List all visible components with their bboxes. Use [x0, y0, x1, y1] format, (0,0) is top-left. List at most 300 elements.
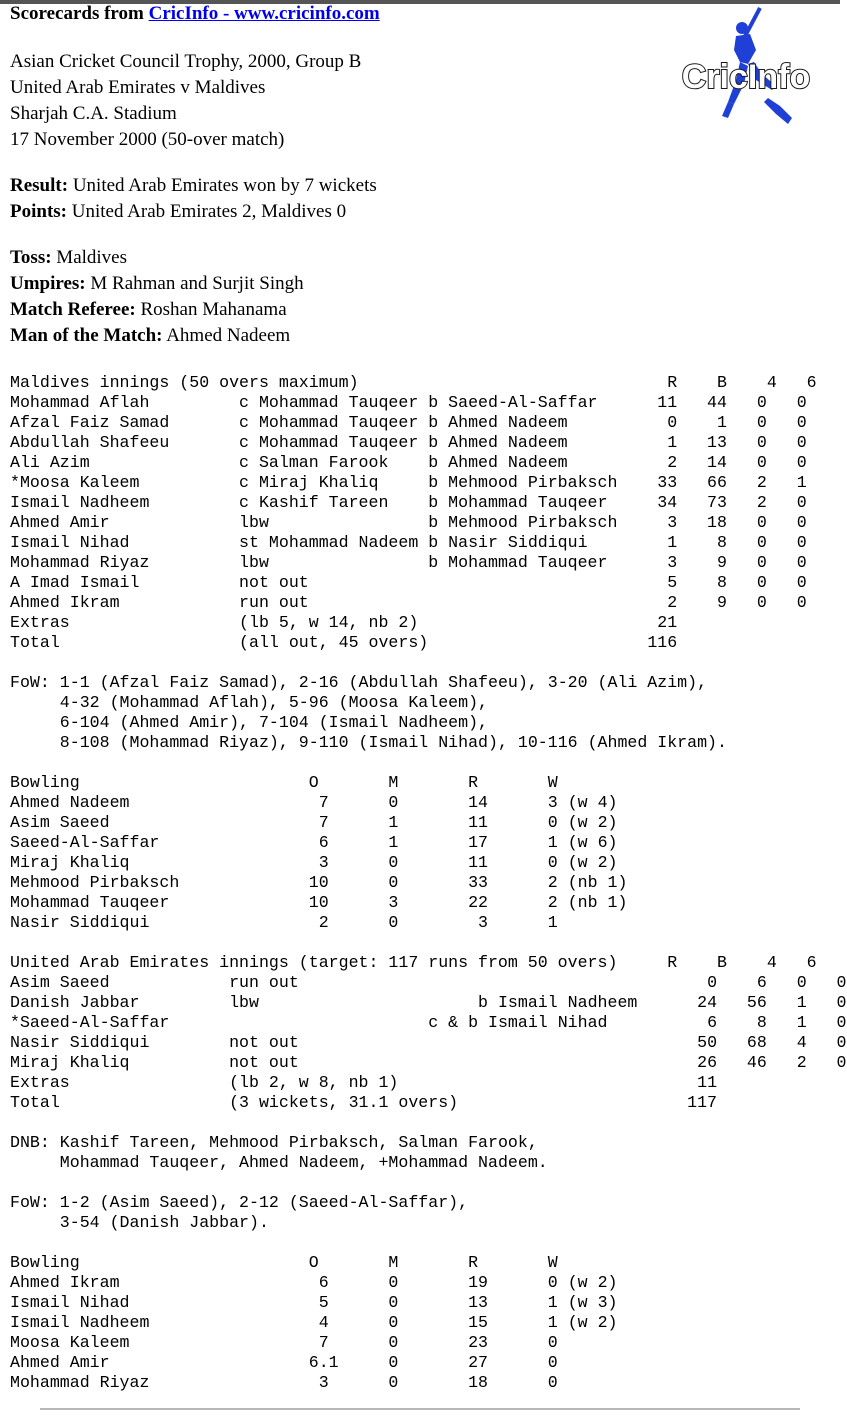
bowling-extras: (nb 1): [557, 873, 628, 892]
sixes: 0: [806, 1033, 847, 1052]
scorecard: [10, 373, 847, 1393]
total-runs: 116: [647, 633, 678, 652]
batting-row: [10, 513, 847, 533]
bowling-row: [10, 1353, 847, 1373]
runs-conceded: 14: [458, 793, 548, 812]
runs-conceded: 11: [458, 813, 548, 832]
bowler-name: Ahmed Ikram: [10, 1273, 309, 1292]
fow-label: FoW:: [10, 673, 60, 692]
sixes: 0: [766, 513, 807, 532]
batter-name: Ahmed Amir: [10, 513, 240, 532]
spacer: [10, 653, 20, 672]
batting-row: [10, 593, 847, 613]
bowling-row: [10, 793, 847, 813]
man-of-match-line: Man of the Match: Ahmed Nadeem: [10, 325, 291, 346]
balls: 46: [717, 1053, 767, 1072]
dismissal: not out: [229, 1053, 479, 1072]
runs-conceded: 3: [458, 913, 548, 932]
fours: 0: [726, 453, 767, 472]
bowling-row: [10, 913, 847, 933]
maidens: 0: [388, 1373, 459, 1392]
fow-label: [10, 733, 60, 752]
sixes: 0: [806, 1053, 847, 1072]
fow-text: 1-2 (Asim Saeed), 2-12 (Saeed-Al-Saffar),: [59, 1193, 469, 1212]
overs: 6: [308, 833, 389, 852]
fow-text: 6-104 (Ahmed Amir), 7-104 (Ismail Nadheem),: [59, 713, 488, 732]
fow-label: [10, 713, 60, 732]
batting-row: [10, 393, 847, 413]
total-row: [10, 633, 847, 653]
batter-name: *Saeed-Al-Saffar: [10, 1013, 230, 1032]
balls: 1: [677, 413, 727, 432]
header-6: 6: [776, 953, 817, 972]
runs: 2: [647, 593, 678, 612]
runs: 24: [697, 993, 718, 1012]
cricinfo-logo-icon[interactable]: [676, 6, 816, 134]
overs: 3: [308, 1373, 389, 1392]
bowling-header-row: [10, 773, 847, 793]
balls: 18: [677, 513, 727, 532]
maidens: 0: [388, 1333, 459, 1352]
fow-text: 3-54 (Danish Jabbar).: [59, 1213, 269, 1232]
fours: 0: [726, 533, 767, 552]
fow-line: [10, 1193, 847, 1213]
extras-row: [10, 1073, 847, 1093]
bowling-extras: (w 4): [557, 793, 618, 812]
runs-conceded: 18: [458, 1373, 548, 1392]
balls: 66: [677, 473, 727, 492]
header-4: 4: [727, 953, 777, 972]
balls: 56: [717, 993, 767, 1012]
bowling-r: R: [468, 773, 548, 792]
dismissal: c Mohammad Tauqeer: [239, 413, 429, 432]
dismissal: not out: [229, 1033, 479, 1052]
sixes: 0: [766, 413, 807, 432]
fours: 0: [766, 973, 807, 992]
dismissal: c Miraj Khaliq: [239, 473, 429, 492]
total-detail: (3 wickets, 31.1 overs): [229, 1093, 688, 1112]
dismissal: [229, 1013, 428, 1032]
bowling-label: Bowling: [10, 773, 309, 792]
extras-runs: 11: [697, 1073, 718, 1092]
bowling-row: [10, 853, 847, 873]
sixes: 0: [766, 433, 807, 452]
total-detail: (all out, 45 overs): [239, 633, 648, 652]
fow-line: [10, 713, 847, 733]
batting-row: [10, 973, 847, 993]
header-r: R: [667, 373, 678, 392]
maidens: 0: [388, 1313, 459, 1332]
dismissal: run out: [239, 593, 429, 612]
runs: 2: [647, 453, 678, 472]
wickets: 2: [547, 893, 558, 912]
bowler: [478, 973, 697, 992]
bowler: b Mehmood Pirbaksch: [428, 513, 648, 532]
batter-name: Ali Azim: [10, 453, 240, 472]
bowling-row: [10, 893, 847, 913]
header-r: R: [667, 953, 678, 972]
batting-row: [10, 453, 847, 473]
bowling-extras: (w 2): [557, 1313, 618, 1332]
bowler-name: Miraj Khaliq: [10, 853, 309, 872]
runs-conceded: 22: [458, 893, 548, 912]
runs-conceded: 27: [458, 1353, 548, 1372]
fours: 1: [766, 993, 807, 1012]
runs: 6: [697, 1013, 718, 1032]
fow-text: 8-108 (Mohammad Riyaz), 9-110 (Ismail Nihad), 10-116 (Ahmed Ikram).: [59, 733, 727, 752]
batter-name: Afzal Faiz Samad: [10, 413, 240, 432]
dismissal: c Kashif Tareen: [239, 493, 429, 512]
batting-row: [10, 1053, 847, 1073]
page-header: [10, 2, 380, 26]
runs: 3: [647, 553, 678, 572]
sixes: 1: [766, 473, 807, 492]
header-6: 6: [776, 373, 817, 392]
toss-line: Toss: Maldives: [10, 247, 128, 268]
bowling-extras: (w 2): [557, 813, 618, 832]
maidens: 0: [388, 1353, 459, 1372]
overs: 3: [308, 853, 389, 872]
sixes: 0: [806, 973, 847, 992]
batting-row: [10, 493, 847, 513]
runs: 34: [647, 493, 678, 512]
bowler: b Mehmood Pirbaksch: [428, 473, 648, 492]
innings-title: United Arab Emirates innings (target: 117 runs from 50 overs): [10, 953, 668, 972]
sixes: 0: [806, 1013, 847, 1032]
batter-name: Asim Saeed: [10, 973, 230, 992]
bowling-header-row: [10, 1253, 847, 1273]
dismissal: not out: [239, 573, 429, 592]
total-label: Total: [10, 633, 240, 652]
maidens: 0: [388, 1273, 459, 1292]
fours: 0: [726, 553, 767, 572]
balls: 14: [677, 453, 727, 472]
batter-name: Ismail Nadheem: [10, 493, 240, 512]
wickets: 1: [547, 1293, 558, 1312]
sixes: 0: [766, 553, 807, 572]
bowling-m: M: [388, 1253, 469, 1272]
runs-conceded: 13: [458, 1293, 548, 1312]
dismissal: lbw: [229, 993, 479, 1012]
sixes: 0: [766, 493, 807, 512]
wickets: 0: [547, 1353, 558, 1372]
batting-row: [10, 553, 847, 573]
bowling-row: [10, 873, 847, 893]
balls: 13: [677, 433, 727, 452]
batting-row: [10, 413, 847, 433]
blank-line: [10, 1173, 847, 1193]
runs: 5: [647, 573, 678, 592]
dnb-label: DNB:: [10, 1133, 60, 1152]
dismissal: run out: [229, 973, 479, 992]
logo-text: CricInfo: [681, 58, 811, 96]
dismissal: c Mohammad Tauqeer: [239, 393, 429, 412]
bottom-divider: [40, 1408, 800, 1410]
fours: 2: [726, 493, 767, 512]
runs: 1: [647, 533, 678, 552]
header-b: B: [677, 373, 727, 392]
blank-line: [10, 653, 847, 673]
umpires-line: Umpires: M Rahman and Surjit Singh: [10, 273, 304, 294]
wickets: 0: [547, 853, 558, 872]
maidens: 3: [388, 893, 459, 912]
dismissal: lbw: [239, 553, 429, 572]
bowling-o: O: [308, 1253, 389, 1272]
runs: 33: [647, 473, 678, 492]
bowling-extras: (w 3): [557, 1293, 618, 1312]
spacer: [10, 753, 20, 772]
batting-row: [10, 433, 847, 453]
batting-row: [10, 993, 847, 1013]
runs-conceded: 19: [458, 1273, 548, 1292]
bowler: b Mohammad Tauqeer: [428, 553, 648, 572]
runs: 3: [647, 513, 678, 532]
extras-label: Extras: [10, 613, 240, 632]
batter-name: Danish Jabbar: [10, 993, 230, 1012]
bowler-name: Saeed-Al-Saffar: [10, 833, 309, 852]
fours: 1: [766, 1013, 807, 1032]
batter-name: *Moosa Kaleem: [10, 473, 240, 492]
referee-line: Match Referee: Roshan Mahanama: [10, 299, 287, 320]
batting-row: [10, 1013, 847, 1033]
overs: 10: [308, 893, 389, 912]
fours: 0: [726, 393, 767, 412]
overs: 6: [308, 1273, 389, 1292]
wickets: 1: [547, 913, 558, 932]
batter-name: Abdullah Shafeeu: [10, 433, 240, 452]
maidens: 1: [388, 833, 459, 852]
spacer: [10, 933, 20, 952]
spacer: [10, 1113, 20, 1132]
blank-line: [10, 1233, 847, 1253]
bowler-name: Asim Saeed: [10, 813, 309, 832]
fow-line: [10, 1213, 847, 1233]
header-b: B: [677, 953, 727, 972]
overs: 2: [308, 913, 389, 932]
runs: 50: [697, 1033, 718, 1052]
bowler-name: Ismail Nadheem: [10, 1313, 309, 1332]
wickets: 0: [547, 1333, 558, 1352]
bowler: b Ahmed Nadeem: [428, 433, 648, 452]
sixes: 0: [766, 453, 807, 472]
runs-conceded: 23: [458, 1333, 548, 1352]
runs: 11: [647, 393, 678, 412]
blank-line: [10, 933, 847, 953]
runs: 0: [647, 413, 678, 432]
maidens: 1: [388, 813, 459, 832]
fow-label: [10, 693, 60, 712]
bowling-row: [10, 813, 847, 833]
fours: 2: [726, 473, 767, 492]
wickets: 0: [547, 1273, 558, 1292]
sixes: 0: [766, 533, 807, 552]
wickets: 0: [547, 813, 558, 832]
overs: 5: [308, 1293, 389, 1312]
bowling-extras: (w 6): [557, 833, 618, 852]
sixes: 0: [806, 993, 847, 1012]
runs: 26: [697, 1053, 718, 1072]
dismissal: c Salman Farook: [239, 453, 429, 472]
balls: 44: [677, 393, 727, 412]
dismissal: lbw: [239, 513, 429, 532]
bowler: b Nasir Siddiqui: [428, 533, 648, 552]
bowler: b Ismail Nadheem: [478, 993, 698, 1012]
bowler-name: Ahmed Amir: [10, 1353, 309, 1372]
fow-text: 4-32 (Mohammad Aflah), 5-96 (Moosa Kaleem),: [59, 693, 488, 712]
bowling-w: W: [547, 773, 558, 792]
wickets: 0: [547, 1373, 558, 1392]
bowler: b Ahmed Nadeem: [428, 413, 648, 432]
bowling-row: [10, 1273, 847, 1293]
batting-row: [10, 533, 847, 553]
total-label: Total: [10, 1093, 230, 1112]
sixes: 0: [766, 593, 807, 612]
cricinfo-link[interactable]: CricInfo - www.cricinfo.com: [148, 3, 380, 24]
overs: 7: [308, 793, 389, 812]
sixes: 0: [766, 393, 807, 412]
venue-line: Sharjah C.A. Stadium: [10, 103, 177, 124]
bowler: [478, 1053, 697, 1072]
bowler-name: Nasir Siddiqui: [10, 913, 309, 932]
dnb-line: [10, 1153, 847, 1173]
event-title: Asian Cricket Council Trophy, 2000, Group B: [10, 51, 362, 72]
bowling-row: [10, 1333, 847, 1353]
balls: 9: [677, 593, 727, 612]
extras-label: Extras: [10, 1073, 230, 1092]
result-line: Result: United Arab Emirates won by 7 wickets: [10, 175, 377, 196]
bowler-name: Mohammad Riyaz: [10, 1373, 309, 1392]
bowling-m: M: [388, 773, 469, 792]
bowling-extras: (w 2): [557, 1273, 618, 1292]
bowling-label: Bowling: [10, 1253, 309, 1272]
maidens: 0: [388, 913, 459, 932]
header-prefix: Scorecards from: [10, 3, 149, 24]
innings1-title-row: [10, 373, 847, 393]
bowler-name: Mohammad Tauqeer: [10, 893, 309, 912]
batter-name: Mohammad Aflah: [10, 393, 240, 412]
batting-row: [10, 1033, 847, 1053]
blank-line: [10, 1113, 847, 1133]
fow-text: 1-1 (Afzal Faiz Samad), 2-16 (Abdullah Shafeeu), 3-20 (Ali Azim),: [59, 673, 708, 692]
bowling-extras: (w 2): [557, 853, 618, 872]
overs: 6.1: [308, 1353, 389, 1372]
innings2-title-row: [10, 953, 847, 973]
extras-detail: (lb 5, w 14, nb 2): [239, 613, 648, 632]
maidens: 0: [388, 793, 459, 812]
dnb-label: [10, 1153, 60, 1172]
balls: 8: [717, 1013, 767, 1032]
runs-conceded: 15: [458, 1313, 548, 1332]
batter-name: Ahmed Ikram: [10, 593, 240, 612]
batter-name: Miraj Khaliq: [10, 1053, 230, 1072]
batting-row: [10, 573, 847, 593]
extras-runs: 21: [647, 613, 678, 632]
overs: 4: [308, 1313, 389, 1332]
bowler: c & b Ismail Nihad: [428, 1013, 698, 1032]
fours: 4: [766, 1033, 807, 1052]
bowling-extras: (nb 1): [557, 893, 628, 912]
overs: 7: [308, 1333, 389, 1352]
fow-line: [10, 693, 847, 713]
bowling-row: [10, 833, 847, 853]
spacer: [10, 1173, 20, 1192]
bowler: b Ahmed Nadeem: [428, 453, 648, 472]
date-line: 17 November 2000 (50-over match): [10, 129, 285, 150]
bowling-w: W: [547, 1253, 558, 1272]
maidens: 0: [388, 873, 459, 892]
maidens: 0: [388, 1293, 459, 1312]
balls: 68: [717, 1033, 767, 1052]
runs: 1: [647, 433, 678, 452]
runs-conceded: 17: [458, 833, 548, 852]
bowling-row: [10, 1293, 847, 1313]
batter-name: Nasir Siddiqui: [10, 1033, 230, 1052]
batter-name: Mohammad Riyaz: [10, 553, 240, 572]
bowling-r: R: [468, 1253, 548, 1272]
fours: 0: [726, 413, 767, 432]
wickets: 1: [547, 833, 558, 852]
batter-name: Ismail Nihad: [10, 533, 240, 552]
bowling-row: [10, 1313, 847, 1333]
balls: 8: [677, 533, 727, 552]
sixes: 0: [766, 573, 807, 592]
fours: 2: [766, 1053, 807, 1072]
bowling-row: [10, 1373, 847, 1393]
points-line: Points: United Arab Emirates 2, Maldives 0: [10, 201, 347, 222]
wickets: 3: [547, 793, 558, 812]
fours: 0: [726, 513, 767, 532]
bowler: b Saeed-Al-Saffar: [428, 393, 648, 412]
bowler: [428, 593, 647, 612]
bowler-name: Moosa Kaleem: [10, 1333, 309, 1352]
match-info: [10, 49, 377, 349]
fow-label: FoW:: [10, 1193, 60, 1212]
runs-conceded: 33: [458, 873, 548, 892]
spacer: [10, 1233, 20, 1252]
wickets: 1: [547, 1313, 558, 1332]
balls: 6: [717, 973, 767, 992]
balls: 73: [677, 493, 727, 512]
wickets: 2: [547, 873, 558, 892]
dismissal: c Mohammad Tauqeer: [239, 433, 429, 452]
batter-name: A Imad Ismail: [10, 573, 240, 592]
dismissal: st Mohammad Nadeem: [239, 533, 429, 552]
maidens: 0: [388, 853, 459, 872]
bowler: [428, 573, 647, 592]
fours: 0: [726, 573, 767, 592]
innings-title: Maldives innings (50 overs maximum): [10, 373, 668, 392]
fow-line: [10, 673, 847, 693]
bowler-name: Ahmed Nadeem: [10, 793, 309, 812]
fow-label: [10, 1213, 60, 1232]
runs: 0: [697, 973, 718, 992]
bowler-name: Mehmood Pirbaksch: [10, 873, 309, 892]
overs: 7: [308, 813, 389, 832]
batting-row: [10, 473, 847, 493]
dnb-text: Mohammad Tauqeer, Ahmed Nadeem, +Mohammad Nadeem.: [59, 1153, 548, 1172]
header-4: 4: [727, 373, 777, 392]
extras-detail: (lb 2, w 8, nb 1): [229, 1073, 698, 1092]
bowling-o: O: [308, 773, 389, 792]
extras-row: [10, 613, 847, 633]
overs: 10: [308, 873, 389, 892]
total-row: [10, 1093, 847, 1113]
runs-conceded: 11: [458, 853, 548, 872]
fours: 0: [726, 593, 767, 612]
bowler-name: Ismail Nihad: [10, 1293, 309, 1312]
bowler: [478, 1033, 697, 1052]
fow-line: [10, 733, 847, 753]
